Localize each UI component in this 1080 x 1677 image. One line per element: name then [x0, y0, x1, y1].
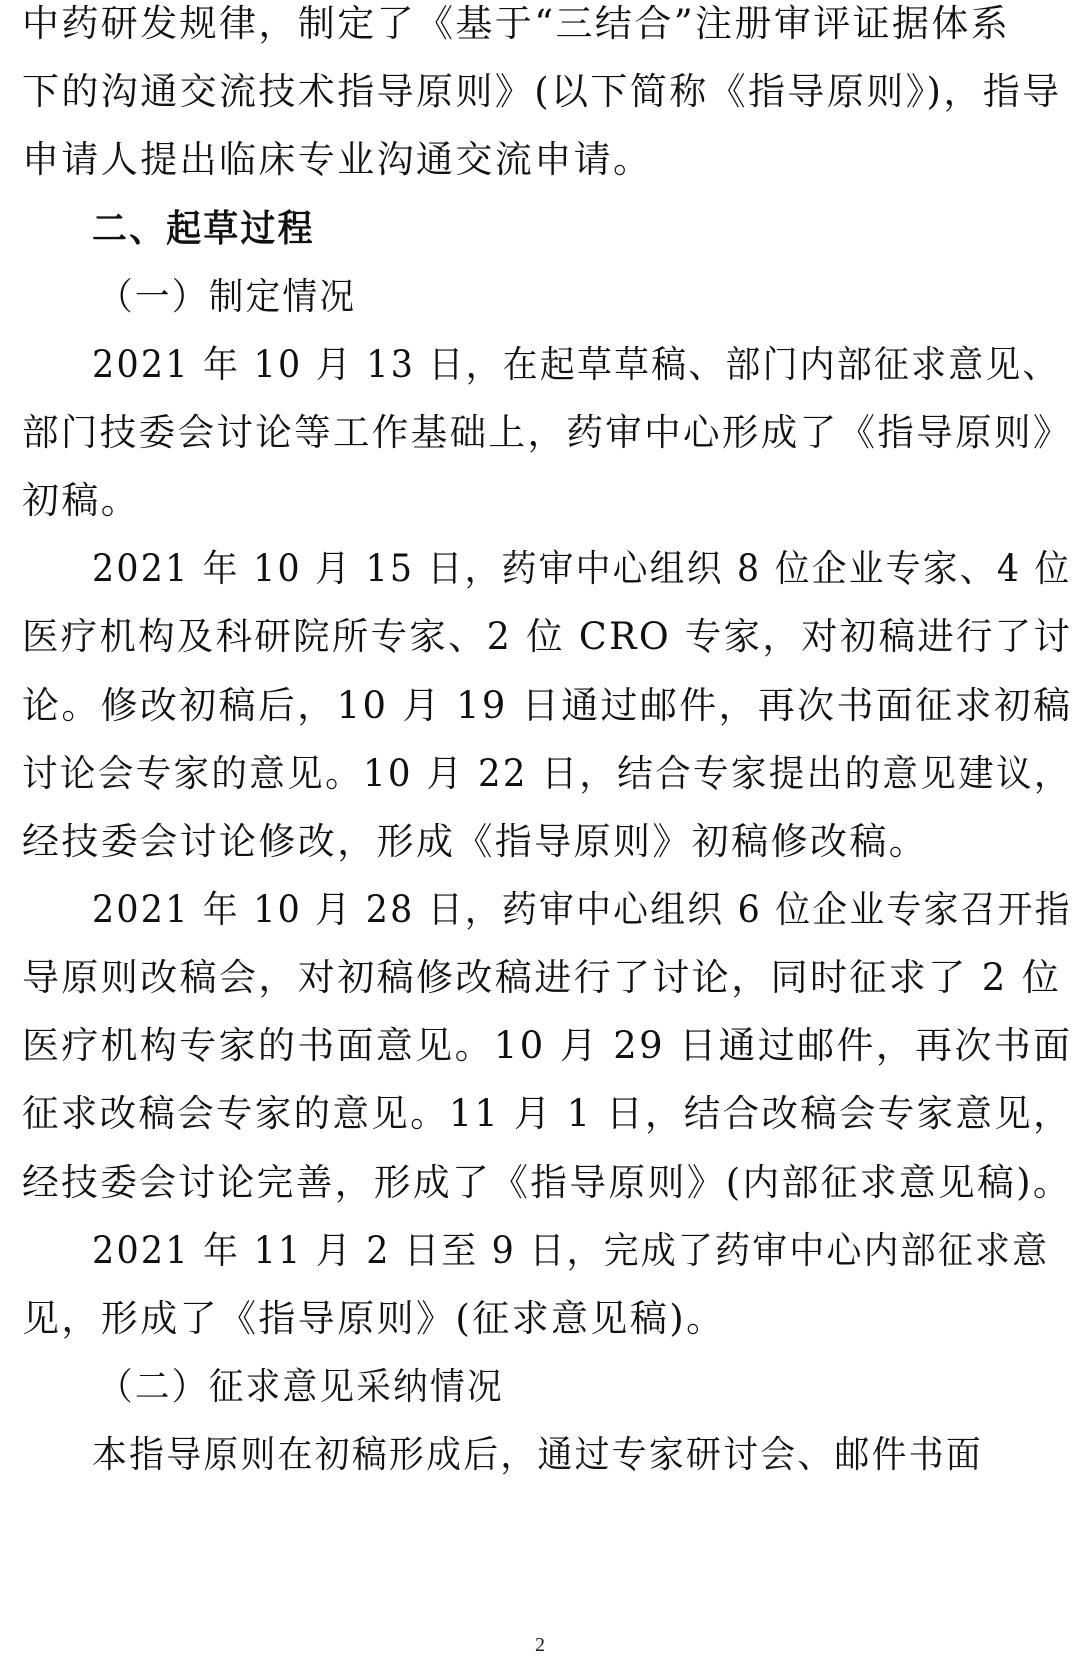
section-heading: 二、起草过程 — [92, 207, 315, 250]
text-line: 2021 年 11 月 2 日至 9 日，完成了药审中心内部征求意 — [92, 1229, 1050, 1272]
text-line: 中药研发规律，制定了《基于“三结合”注册审评证据体系 — [22, 2, 1011, 45]
text-line: 经技委会讨论完善，形成了《指导原则》(内部征求意见稿)。 — [22, 1161, 1073, 1204]
text-line: 论。修改初稿后，10 月 19 日通过邮件，再次书面征求初稿 — [22, 684, 1073, 727]
text-line: 经技委会讨论修改，形成《指导原则》初稿修改稿。 — [22, 820, 929, 863]
subsection-heading: （二）征求意见采纳情况 — [98, 1365, 504, 1408]
text-line: 部门技委会讨论等工作基础上，药审中心形成了《指导原则》 — [22, 411, 1072, 454]
text-line: 2021 年 10 月 28 日，药审中心组织 6 位企业专家召开指 — [92, 888, 1072, 931]
page-number: 2 — [535, 1634, 545, 1656]
text-line: 讨论会专家的意见。10 月 22 日，结合专家提出的意见建议， — [22, 752, 1072, 795]
text-line: 本指导原则在初稿形成后，通过专家研讨会、邮件书面 — [92, 1433, 984, 1476]
text-line: 见，形成了《指导原则》(征求意见稿)。 — [22, 1297, 726, 1340]
text-line: 征求改稿会专家的意见。11 月 1 日，结合改稿会专家意见， — [22, 1092, 1072, 1135]
text-line: 医疗机构专家的书面意见。10 月 29 日通过邮件，再次书面 — [22, 1024, 1073, 1067]
text-line: 初稿。 — [22, 479, 141, 522]
text-line: 2021 年 10 月 13 日，在起草草稿、部门内部征求意见、 — [92, 343, 1060, 386]
text-line: 下的沟通交流技术指导原则》(以下简称《指导原则》)，指导 — [22, 70, 1062, 113]
text-line: 申请人提出临床专业沟通交流申请。 — [22, 138, 653, 181]
text-line: 医疗机构及科研院所专家、2 位 CRO 专家，对初稿进行了讨 — [22, 615, 1073, 658]
text-line: 导原则改稿会，对初稿修改稿进行了讨论，同时征求了 2 位 — [22, 956, 1062, 999]
text-line: 2021 年 10 月 15 日，药审中心组织 8 位企业专家、4 位 — [92, 547, 1072, 590]
subsection-heading: （一）制定情况 — [98, 275, 357, 318]
